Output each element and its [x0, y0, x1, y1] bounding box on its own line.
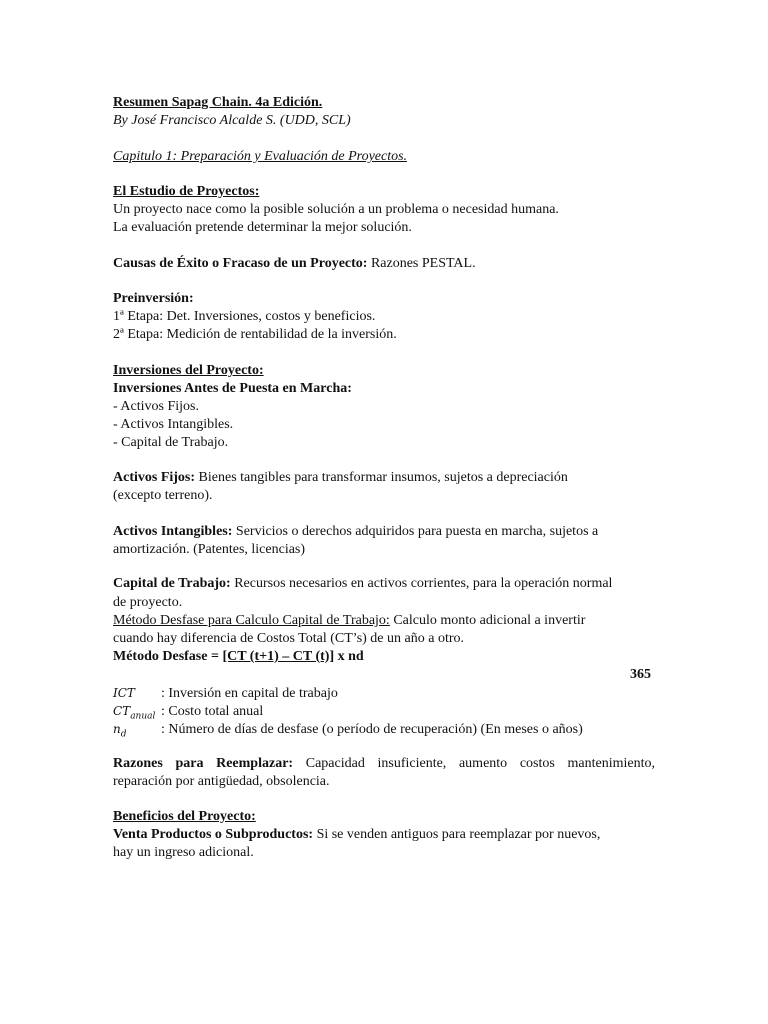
term-label: Venta Productos o Subproductos:	[113, 827, 314, 842]
document-title: Resumen Sapag Chain. 4a Edición.	[113, 95, 323, 110]
paragraph-line: de proyecto.	[113, 595, 183, 610]
subheading-antes-puesta: Inversiones Antes de Puesta en Marcha:	[113, 381, 352, 396]
term-text: Servicios o derechos adquiridos para puesta en marcha, sujetos a	[232, 524, 599, 539]
formula-denominator: 365	[630, 667, 651, 682]
term-text: Recursos necesarios en activos corrientes, para la operación normal	[230, 576, 613, 591]
definition-row	[113, 720, 583, 743]
etapa-line: 2ª Etapa: Medición de rentabilidad de la inversión.	[113, 327, 397, 342]
definition-text: : Costo total anual	[161, 704, 264, 719]
term-label: Causas de Éxito o Fracaso de un Proyecto:	[113, 256, 368, 271]
term-text: Si se venden antiguos para reemplazar por nuevos,	[313, 827, 601, 842]
section-heading-beneficios: Beneficios del Proyecto:	[113, 809, 256, 824]
term-text: Bienes tangibles para transformar insumos, sujetos a depreciación	[195, 470, 568, 485]
math-symbol: ICT	[113, 686, 135, 700]
term-label: Capital de Trabajo:	[113, 576, 231, 591]
activos-intangibles-line	[113, 523, 598, 541]
definition-text: : Número de días de desfase (o período de recuperación) (En meses o años)	[161, 722, 583, 737]
formula-tail: x nd	[334, 649, 364, 664]
math-symbol: $CT_{anual}$	[113, 704, 156, 722]
paragraph-line: hay un ingreso adicional.	[113, 845, 254, 860]
term-label: Razones para Reemplazar:	[113, 756, 294, 771]
metodo-desfase-line	[113, 612, 585, 630]
capital-trabajo-line	[113, 575, 612, 593]
paragraph-line: Un proyecto nace como la posible solución a un problema o necesidad humana.	[113, 202, 559, 217]
term-label: Activos Intangibles:	[113, 524, 233, 539]
activos-fijos-line	[113, 469, 568, 487]
causas-paragraph	[113, 255, 476, 273]
term-text: Razones PESTAL.	[367, 256, 476, 271]
list-item: - Activos Fijos.	[113, 399, 199, 414]
math-symbol: $n_d$	[113, 722, 127, 740]
reemplazar-line	[113, 755, 655, 773]
section-heading-preinversion: Preinversión:	[113, 291, 194, 306]
list-item: - Capital de Trabajo.	[113, 435, 229, 450]
author-line: By José Francisco Alcalde S. (UDD, SCL)	[113, 113, 351, 128]
beneficios-line	[113, 826, 600, 844]
formula-numerator: [CT (t+1) – CT (t)]	[222, 649, 335, 664]
section-heading-inversiones: Inversiones del Proyecto:	[113, 363, 264, 378]
paragraph-line: reparación por antigüedad, obsolencia.	[113, 774, 330, 789]
term-label: Activos Fijos:	[113, 470, 196, 485]
paragraph-line: amortización. (Patentes, licencias)	[113, 542, 306, 557]
etapa-line: 1ª Etapa: Det. Inversiones, costos y beneficios.	[113, 309, 376, 324]
list-item: - Activos Intangibles.	[113, 417, 234, 432]
section-heading-estudio: El Estudio de Proyectos:	[113, 184, 260, 199]
chapter-title: Capitulo 1: Preparación y Evaluación de Proyectos.	[113, 149, 408, 164]
definition-text: : Inversión en capital de trabajo	[161, 686, 338, 701]
paragraph-line: La evaluación pretende determinar la mejor solución.	[113, 220, 412, 235]
term-text: Calculo monto adicional a invertir	[389, 613, 586, 628]
paragraph-line: (excepto terreno).	[113, 488, 213, 503]
metodo-desfase-title: Método Desfase para Calculo Capital de Trabajo:	[113, 613, 390, 628]
paragraph-line: cuando hay diferencia de Costos Total (CT’s) de un año a otro.	[113, 631, 464, 646]
formula-label: Método Desfase =	[113, 649, 223, 664]
term-text: Capacidad insuficiente, aumento costos mantenimiento,	[293, 756, 655, 771]
formula-line	[113, 648, 364, 666]
